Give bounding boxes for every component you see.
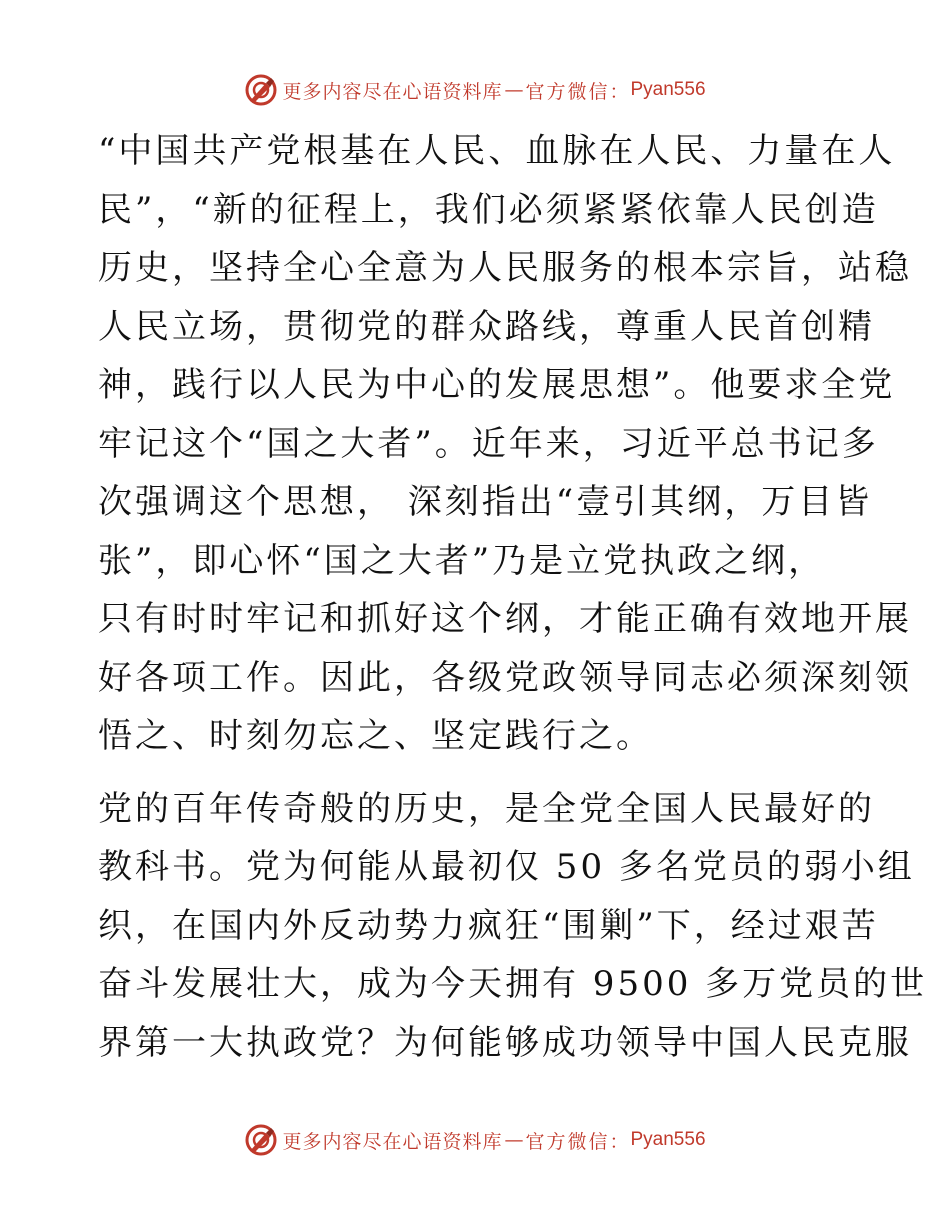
text-line: 人民立场，贯彻党的群众路线，尊重人民首创精	[98, 306, 875, 347]
brand-logo-icon	[244, 73, 278, 107]
text-line: 次强调这个思想， 深刻指出“壹引其纲，万目皆	[98, 482, 873, 522]
text-line: 张”，即心怀“国之大者”乃是立党执政之纲，	[98, 540, 826, 581]
header-wechat-id: Pyan556	[630, 79, 706, 100]
paragraph-1	[98, 122, 912, 766]
document-body	[98, 122, 928, 1072]
brand-logo-icon	[244, 1123, 278, 1157]
text-line: 悟之、时刻勿忘之、坚定践行之。	[98, 716, 653, 756]
text-line: 界第一大执政党？为何能够成功领导中国人民克服	[98, 1022, 912, 1063]
text-line: 历史，坚持全心全意为人民服务的根本宗旨，站稳	[98, 248, 912, 288]
header-wechat-label: 官方微信：	[525, 80, 631, 103]
footer-wechat-id: Pyan556	[630, 1129, 706, 1150]
footer-brand-text: 更多内容尽在心语资料库	[282, 1130, 503, 1153]
header-banner	[0, 70, 950, 110]
text-line: 奋斗发展壮大，成为今天拥有 9500 多万党员的世	[98, 964, 928, 1004]
text-line: 只有时时牢记和抓好这个纲，才能正确有效地开展	[98, 599, 912, 639]
footer-banner	[0, 1120, 950, 1160]
paragraph-2	[98, 780, 928, 1073]
text-line: 好各项工作。因此，各级党政领导同志必须深刻领	[98, 657, 912, 698]
header-brand-text: 更多内容尽在心语资料库	[282, 80, 503, 103]
text-line: 党的百年传奇般的历史，是全党全国人民最好的	[98, 788, 875, 829]
text-line: “中国共产党根基在人民、血脉在人民、力量在人	[98, 131, 896, 171]
footer-wechat-label: 官方微信：	[525, 1130, 631, 1153]
text-line: 织，在国内外反动势力疯狂“围剿”下，经过艰苦	[98, 905, 879, 946]
text-line: 民”，“新的征程上，我们必须紧紧依靠人民创造	[98, 189, 879, 230]
footer-dash: —	[504, 1129, 524, 1151]
header-dash: —	[504, 79, 524, 101]
text-line: 神，践行以人民为中心的发展思想”。他要求全党	[98, 365, 896, 405]
text-line: 牢记这个“国之大者”。近年来，习近平总书记多	[98, 423, 879, 464]
text-line: 教科书。党为何能从最初仅 50 多名党员的弱小组	[98, 847, 915, 887]
